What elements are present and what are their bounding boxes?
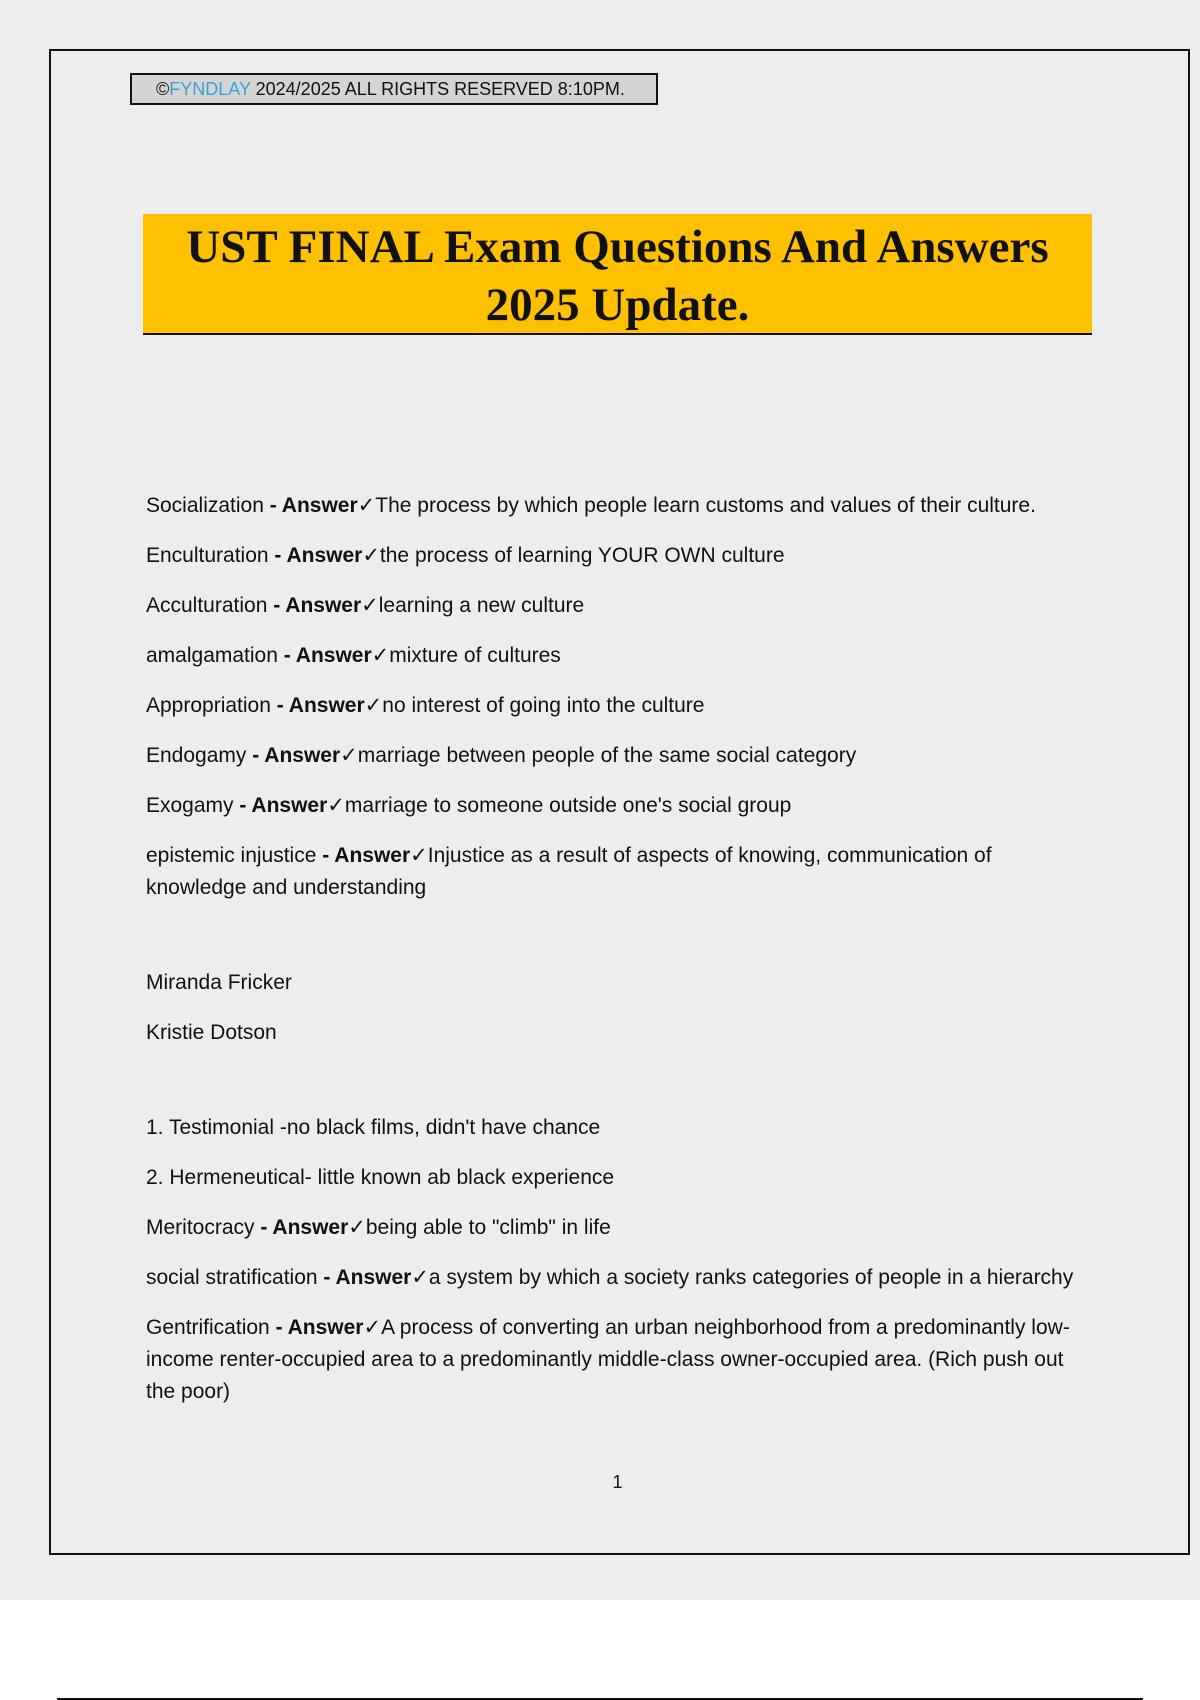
answer-marker: - Answer✓: [316, 844, 428, 867]
copyright-header: [130, 73, 658, 105]
qa-answer: no interest of going into the culture: [382, 694, 705, 717]
qa-term: Acculturation: [146, 594, 268, 617]
answer-marker: - Answer✓: [269, 1316, 382, 1339]
qa-item: [146, 740, 1091, 772]
qa-item: [146, 490, 1091, 522]
qa-item: [146, 640, 1091, 672]
numbered-item: 2. Hermeneutical- little known ab black experience: [146, 1166, 615, 1189]
page-number: 1: [612, 1472, 623, 1492]
answer-marker: - Answer✓: [268, 544, 380, 567]
answer-marker: - Answer✓: [263, 494, 376, 517]
answer-marker: - Answer✓: [267, 594, 379, 617]
qa-answer: the process of learning YOUR OWN culture: [379, 544, 785, 567]
qa-item: [146, 1262, 1091, 1294]
answer-marker: - Answer✓: [254, 1216, 366, 1239]
qa-item: [146, 540, 1091, 572]
answer-marker: - Answer✓: [277, 644, 390, 667]
title-banner: [143, 214, 1092, 335]
title-line-1: UST FINAL Exam Questions And Answers: [186, 221, 1049, 273]
qa-answer: The process by which people learn customs and values of their culture.: [375, 494, 1036, 517]
qa-answer: being able to "climb" in life: [365, 1216, 611, 1239]
qa-term: Meritocracy: [146, 1216, 255, 1239]
spacer: [146, 1067, 1091, 1112]
qa-item: [146, 790, 1091, 822]
qa-term: Appropriation: [146, 694, 271, 717]
qa-term: Gentrification: [146, 1316, 270, 1339]
answer-marker: - Answer✓: [233, 794, 345, 817]
numbered-item: 1. Testimonial -no black films, didn't have chance: [146, 1116, 601, 1139]
qa-answer: Injustice as a result of aspects of knowing, communication of knowledge and understanding: [146, 844, 992, 899]
qa-term: Enculturation: [146, 544, 269, 567]
spacer: [146, 922, 1091, 967]
qa-answer: learning a new culture: [378, 594, 585, 617]
answer-marker: - Answer✓: [317, 1266, 429, 1289]
qa-answer: marriage to someone outside one's social group: [344, 794, 792, 817]
copyright-text: 2024/2025 ALL RIGHTS RESERVED 8:10PM.: [250, 79, 625, 99]
qa-answer: a system by which a society ranks categories of people in a hierarchy: [428, 1266, 1074, 1289]
title-line-2: 2025 Update.: [485, 279, 750, 331]
copyright-symbol: ©: [156, 79, 170, 99]
document-content: [146, 490, 1091, 1426]
qa-term: Exogamy: [146, 794, 234, 817]
qa-answer: A process of converting an urban neighborhood from a predominantly low-income renter-occupied area to a predominantly middle-class owner-occupied area. (Rich push out the poor): [146, 1316, 1070, 1403]
qa-term: Endogamy: [146, 744, 247, 767]
qa-item: [146, 590, 1091, 622]
qa-item: [146, 1212, 1091, 1244]
answer-marker: - Answer✓: [270, 694, 383, 717]
name-line: Kristie Dotson: [146, 1021, 277, 1044]
qa-answer: mixture of cultures: [389, 644, 561, 667]
brand-name: FYNDLAY: [169, 79, 251, 99]
qa-item: [146, 1312, 1091, 1408]
name-line: Miranda Fricker: [146, 971, 292, 994]
qa-answer: marriage between people of the same social category: [357, 744, 857, 767]
qa-term: social stratification: [146, 1266, 318, 1289]
qa-term: epistemic injustice: [146, 844, 317, 867]
qa-item: [146, 840, 1091, 904]
qa-item: [146, 690, 1091, 722]
answer-marker: - Answer✓: [246, 744, 358, 767]
qa-term: Socialization: [146, 494, 264, 517]
qa-term: amalgamation: [146, 644, 278, 667]
